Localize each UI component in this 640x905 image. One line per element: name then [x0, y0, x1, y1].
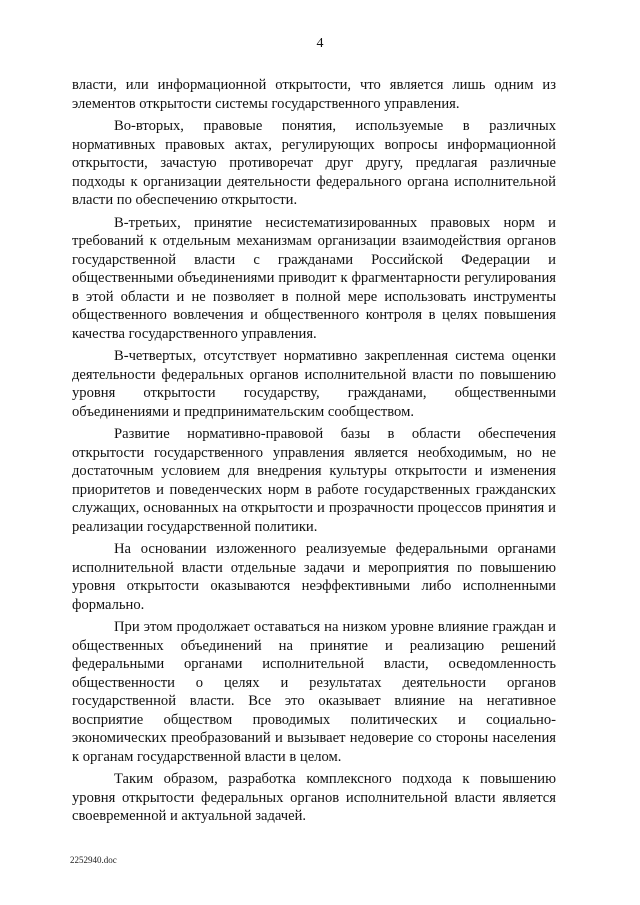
paragraph-5: Развитие нормативно-правовой базы в области обеспечения открытости государственного управления является необходимым, но не достаточным условием для внедрения культуры открытости и изменения приоритетов и поведенческих норм в работе государственных гражданских служащих, основанных на открытости и прозрачности процессов принятия и реализации государственной политики.: [72, 426, 556, 535]
footer-file-name: 2252940.doc: [70, 855, 117, 865]
paragraph-4: В-четвертых, отсутствует нормативно закрепленная система оценки деятельности федеральных органов исполнительной власти по повышению уровня открытости государству, гражданами, общественными объединениями и предпринимательским сообществом.: [72, 348, 556, 420]
paragraph-3: В-третьих, принятие несистематизированных правовых норм и требований к отдельным механизмам организации взаимодействия органов государственной власти с гражданами Российской Федерации и общественными объединениями приводит к фрагментарности регулирования в этой области и не позволяет в полной мере использовать инструменты общественного вовлечения и общественного контроля в целях повышения качества государственного управления.: [72, 214, 556, 342]
paragraph-6: На основании изложенного реализуемые федеральными органами исполнительной власти отдельные задачи и мероприятия по повышению уровня открытости оказываются неэффективными либо исполненными формально.: [72, 541, 556, 613]
document-body: [72, 76, 556, 826]
paragraph-2: Во-вторых, правовые понятия, используемые в различных нормативных правовых актах, регулирующих вопросы информационной открытости, зачастую противоречат друг другу, предлагая различные подходы к организации деятельности федерального органа исполнительной власти по обеспечению открытости.: [72, 118, 556, 208]
paragraph-7: При этом продолжает оставаться на низком уровне влияние граждан и общественных объединений на принятие и реализацию решений федеральными органами исполнительной власти, осведомленность общественности о целях и результатах деятельности органов государственной власти. Все это оказывает влияние на негативное восприятие обществом проводимых политических и социально-экономических преобразований и вызывает недоверие со стороны населения к органам государственной власти в целом.: [72, 619, 556, 765]
page-number: 4: [316, 36, 324, 51]
paragraph-1: власти, или информационной открытости, что является лишь одним из элементов открытости системы государственного управления.: [72, 77, 556, 112]
paragraph-8: Таким образом, разработка комплексного подхода к повышению уровня открытости федеральных органов исполнительной власти является своевременной и актуальной задачей.: [72, 771, 556, 824]
